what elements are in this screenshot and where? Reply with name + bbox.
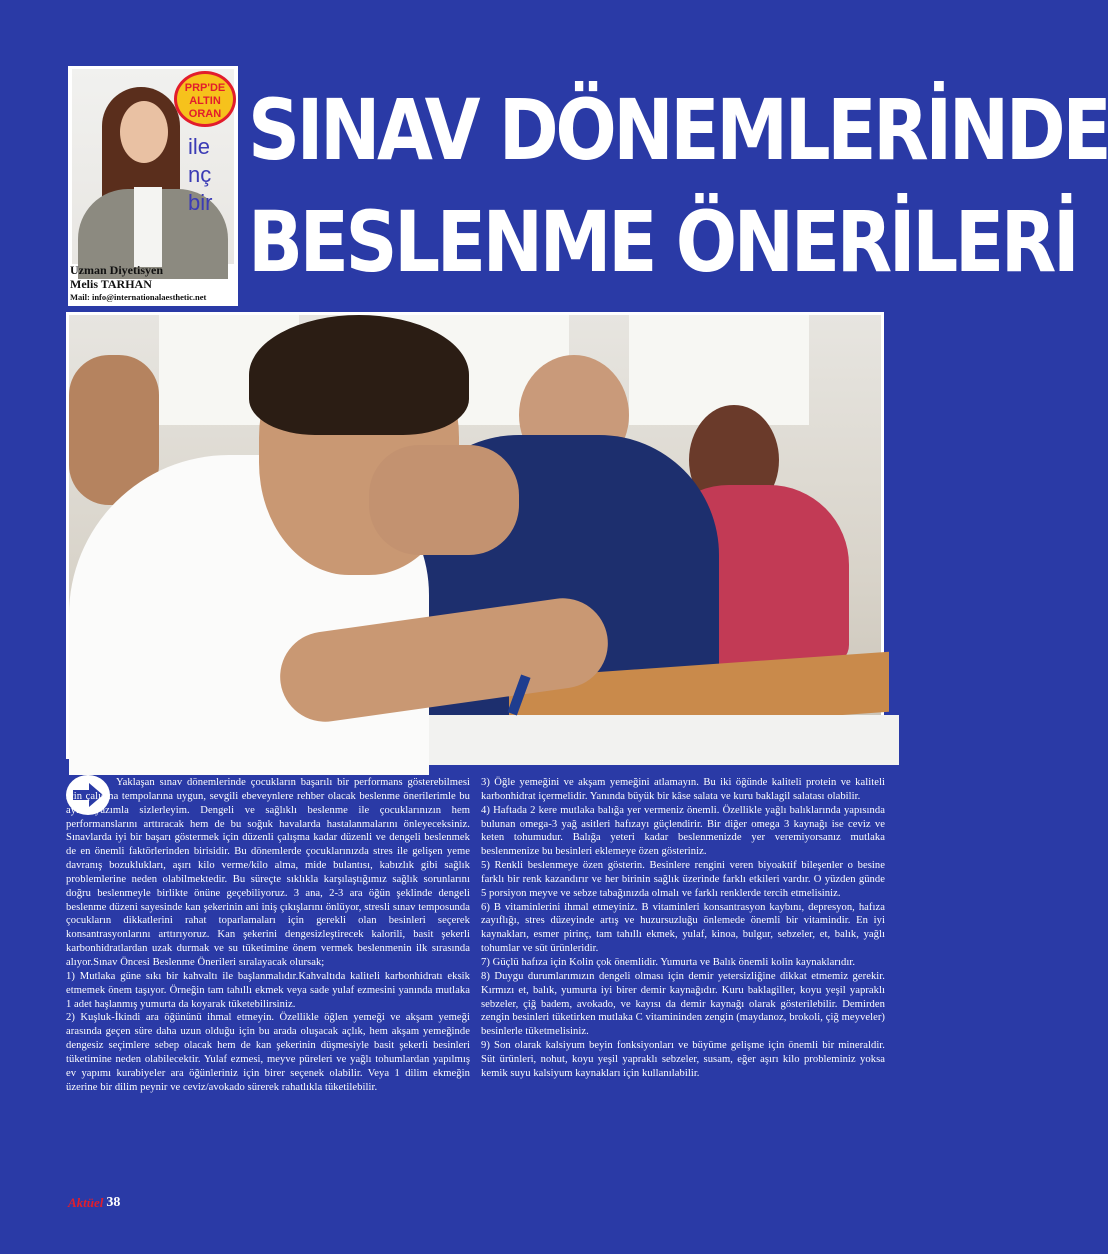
author-box — [68, 66, 238, 306]
list-items-right: 3) Öğle yemeğini ve akşam yemeğini atlamayın. Bu iki öğünde kaliteli protein ve kaliteli karbonhidrat içermelidir. Yanında büyük bir kâse salata ve kuru baklagil salatası olabilir. 4) Haftada 2 kere mutlaka balığa yer vermeniz önemli. Özellikle yağlı balıklarında yapısında bulunan omega-3 yağ asitleri hafızayı güçlendirir. Bir diğer omega 3 kaynağı ise ceviz ve keten tohumudur. Balığa yeteri kadar beslenmenizde yer veremiyorsanız mutlaka beslenmenize bu besinleri eklemeye özen gösteriniz. 5) Renkli beslenmeye özen gösterin. Besinlere rengini veren biyoaktif bileşenler o besine farklı bir renk kazandırır ve her birinin sağlık üzerinde farklı etkileri vardır. O yüzden günde 5 porsiyon meyve ve sebze tabağınızda olmalı ve farklı renklerde tercih etmelisiniz. 6) B vitaminlerini ihmal etmeyiniz. B vitaminleri konsantrasyon kaybını, depresyon, hafıza zayıflığı, stres düzeyinde artış ve huzursuzluğu önlemede önemli bir vitamindir. En iyi kaynakları, esmer pirinç, tam tahıllı ekmek, yulaf, kinoa, bulgur, sebzeler, et, balık, yağlı tohumlar ve süt ürünleridir. 7) Güçlü hafıza için Kolin çok önemlidir. Yumurta ve Balık önemli kolin kaynaklarıdır. 8) Duygu durumlarımızın dengeli olması için demir yetersizliğine dikkat etmemiz gerekir. Kırmızı et, balık, yumurta iyi birer demir kaynağıdır. Kuru baklagiller, koyu yeşil yapraklı sebzeler, çiğ badem, avokado, ve kayısı da demir kaynağı olarak gösterilebilir. Demirden zengin besinleri tüketirken mutlaka C vitamininden zengin (maydanoz, brokoli, çiğ meyveler) besinlerle tüketmelisiniz. 9) Son olarak kalsiyum beyin fonksiyonları ve büyüme gelişme için önemli bir mineraldir. Süt ürünleri, nohut, koyu yeşil yapraklı sebzeler, susam, eğer aşırı kilo probleminiz yoksa kemik suyu kalsiyum kaynakları için kullanılabilir. — [481, 777, 885, 1079]
article-column-left — [66, 776, 470, 1094]
author-photo — [72, 69, 234, 264]
background-banner-text: ile nç bir — [188, 134, 213, 215]
author-info — [70, 263, 236, 303]
intro-paragraph: Yaklaşan sınav dönemlerinde çocukların başarılı bir performans gösterebilmesi için çalışma tempolarına uygun, sevgili ebeveynlere rehber olacak beslenme önerilerimle bu ayki yazımla sizlerleyim. Dengeli ve sağlıklı beslenme ile çocuklarınızın hem performanslarını arttıracak hem de bu soğuk havalarda hastalanmalarını önleyeceksiniz. Sınavlarda iyi bir başarı göstermek için düzenli çalışma kadar düzenli ve dengeli beslenmek de en önemli faktörlerinden birisidir. Bu dönemlerde çocuklarınızda stres ile gelişen yeme davranış bozuklukları, aşırı kilo verme/kilo alma, mide bulantısı, kabızlık gibi sağlık problemlerine neden olabilmektedir. Bu süreçte sıklıkla karşılaştığımız sağlık sorunlarını doğru beslenmeyle birlikte önüne geçebiliyoruz. 3 ana, 2-3 ara öğün şeklinde dengeli beslenme düzeni sayesinde kan şekerinin ani iniş çıkışlarını önlüyor, stresli sınav temposunda çocukların dikkatlerini rahat toparlamaları için gerekli olan besinleri seçerek konsantrasyonlarını arttırıyoruz. Kan şekerini dengesizleştirecek kalorili, basit şekerli karbonhidratlardan uzak durmak ve su tüketimine önem vermek beslenmenin ilk sırasında alıyor.Sınav Öncesi Beslenme Önerileri sıralayacak olursak; — [66, 777, 470, 968]
author-title: Uzman Diyetisyen — [70, 263, 163, 277]
author-name: Melis TARHAN — [70, 277, 152, 291]
hero-photo — [66, 312, 884, 759]
page-number: 38 — [106, 1195, 121, 1210]
article-column-right — [481, 776, 885, 1081]
title-line-1: SINAV DÖNEMLERİNDE — [248, 81, 1108, 179]
list-items-left: 1) Mutlaka güne sıkı bir kahvaltı ile başlanmalıdır.Kahvaltıda kaliteli karbonhidratı eksik etmemek önem taşıyor. Örneğin tam tahıllı ekmek veya sade yulaf ezmesini yanında mutlaka 1 adet haşlanmış yumurta da koyarak tüketebilirsiniz. 2) Kuşluk-İkindi ara öğününü ihmal etmeyin. Özellikle öğlen yemeği ve akşam yemeği arasında geçen süre daha uzun olduğu için bu arada oluşacak açlık, hem akşam yemeğinde dengesiz seçimlere sebep olacak hem de kan şekerinin düşmesiyle basit şekerli besinleri tüketimine neden olabilecektir. Yulaf ezmesi, meyve püreleri ve yağlı tohumlardan yapılmış ev yapımı kurabiyeler ara öğünleriniz için birer seçenek olabilir. Veya 1 dilim ekmeğin üzerine bir dilim peynir ve ceviz/avokado sürerek rahatlıkla tüketilebilir. — [66, 970, 470, 1093]
author-mail: Mail: info@internationalaesthetic.net — [70, 292, 207, 302]
page-footer — [68, 1193, 120, 1213]
badge-logo: PRP'DE ALTIN ORAN — [174, 71, 236, 127]
title-line-2: BESLENME ÖNERİLERİ — [248, 193, 1077, 291]
magazine-logo: Aktüel — [68, 1195, 104, 1210]
page-title — [248, 74, 1108, 298]
